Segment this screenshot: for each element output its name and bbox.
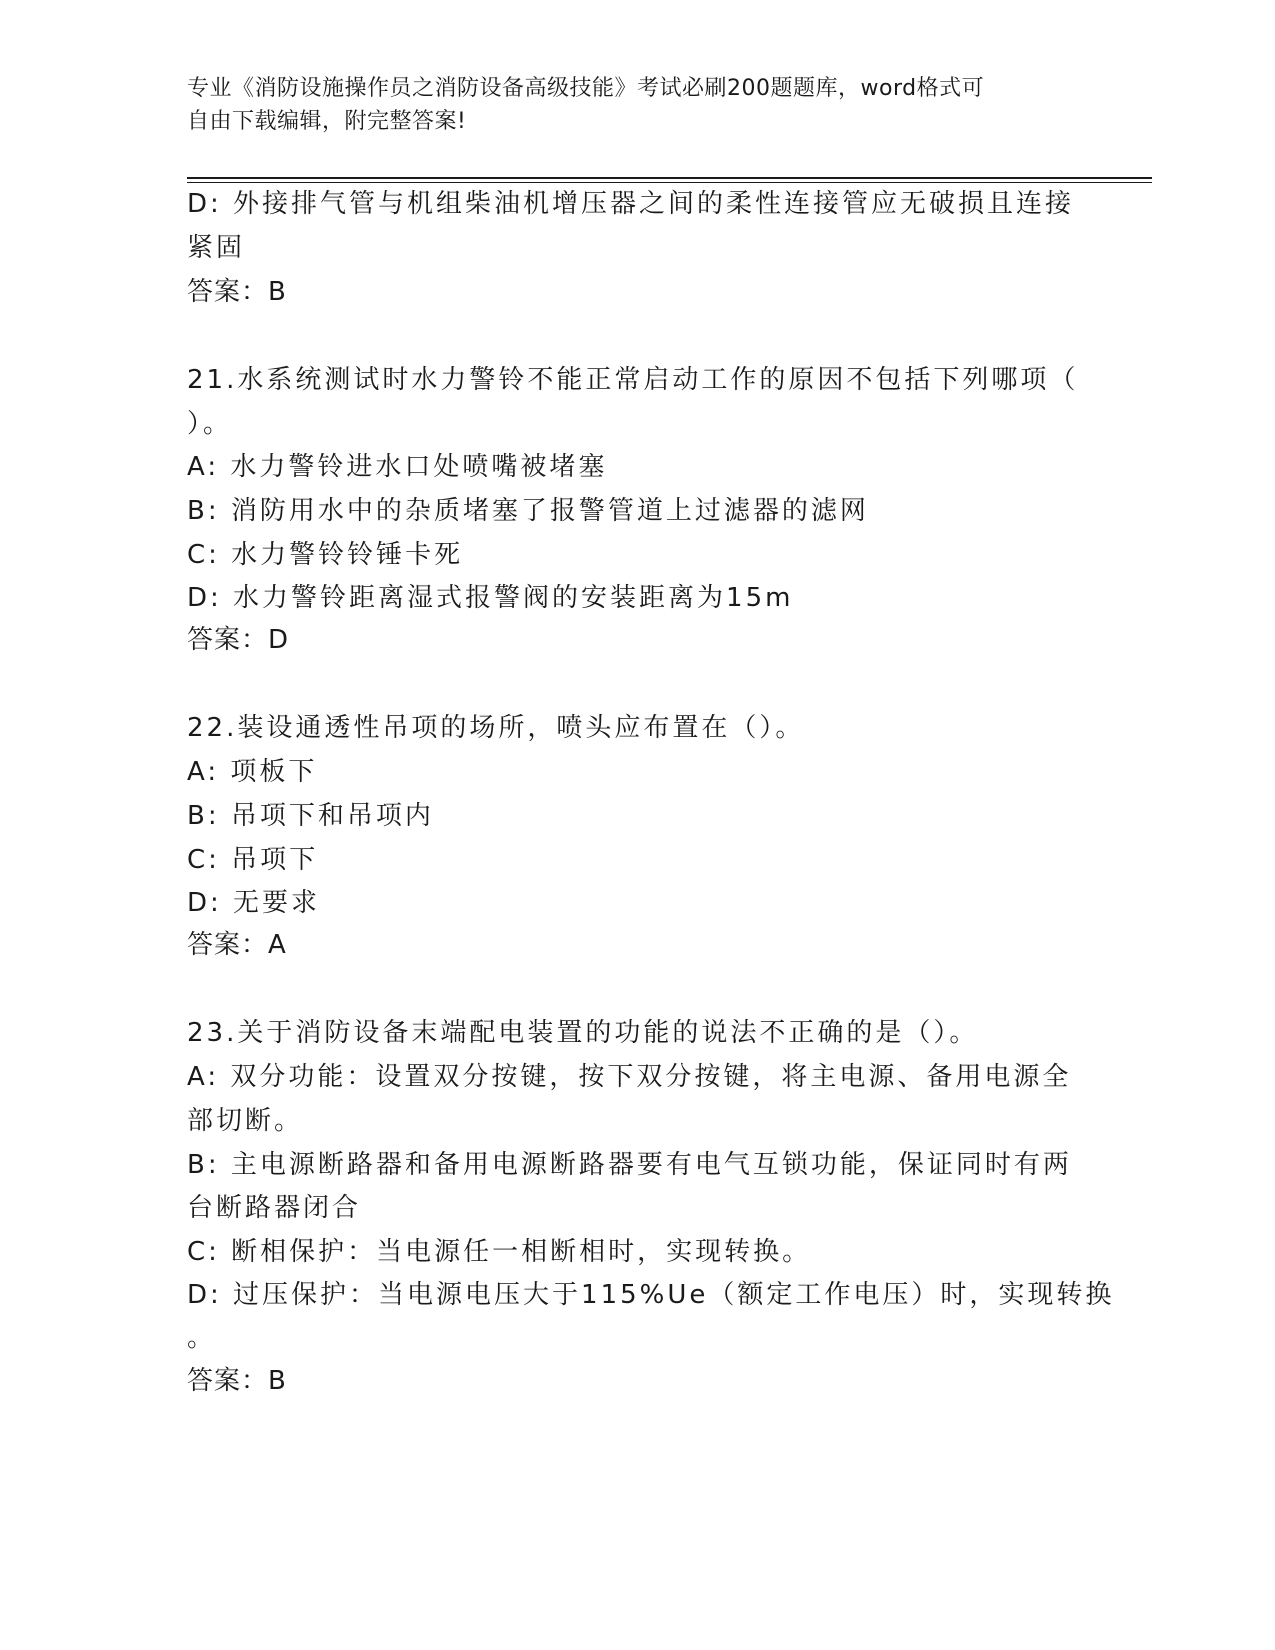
q22-option-c: C: 吊项下 [187,845,319,875]
q22-option-b: B: 吊项下和吊项内 [187,801,434,831]
q21-option-d: D: 水力警铃距离湿式报警阀的安装距离为15m [187,583,794,613]
q23-option-d-line-1: D: 过压保护：当电源电压大于115%Ue（额定工作电压）时，实现转换 [187,1280,1115,1310]
q23-option-d-line-2: 。 [187,1323,217,1353]
q23-stem: 23.关于消防设备末端配电装置的功能的说法不正确的是（）。 [187,1018,979,1048]
q22-stem: 22.装设通透性吊项的场所，喷头应布置在（）。 [187,713,805,743]
header-line-2: 自由下载编辑，附完整答案! [187,109,467,134]
q23-option-c: C: 断相保护：当电源任一相断相时，实现转换。 [187,1237,812,1267]
q22-answer: 答案：A [187,930,287,960]
q23-option-a-line-2: 部切断。 [187,1106,304,1136]
q23-option-b-line-1: B: 主电源断路器和备用电源断路器要有电气互锁功能，保证同时有两 [187,1150,1072,1180]
header-divider-thin [187,182,1152,183]
header-line-1: 专业《消防设施操作员之消防设备高级技能》考试必刷200题题库，word格式可 [187,76,985,101]
q23-answer: 答案：B [187,1366,287,1396]
header-divider-thick [187,177,1152,179]
q23-option-b-line-2: 台断路器闭合 [187,1193,362,1223]
q21-option-c: C: 水力警铃铃锤卡死 [187,540,464,570]
q21-option-a: A: 水力警铃进水口处喷嘴被堵塞 [187,452,608,482]
prev-answer: 答案：B [187,277,287,307]
prev-option-d-line-2: 紧固 [187,233,246,263]
prev-option-d-line-1: D: 外接排气管与机组柴油机增压器之间的柔性连接管应无破损且连接 [187,189,1075,219]
q21-answer: 答案：D [187,625,290,655]
q22-option-d: D: 无要求 [187,888,321,918]
q22-option-a: A: 项板下 [187,757,318,787]
q23-option-a-line-1: A: 双分功能：设置双分按键，按下双分按键，将主电源、备用电源全 [187,1062,1072,1092]
q21-stem-line-1: 21.水系统测试时水力警铃不能正常启动工作的原因不包括下列哪项（ [187,365,1079,395]
q21-stem-line-2: ）。 [187,409,233,439]
document-header [187,72,1067,138]
q21-option-b: B: 消防用水中的杂质堵塞了报警管道上过滤器的滤网 [187,496,869,526]
